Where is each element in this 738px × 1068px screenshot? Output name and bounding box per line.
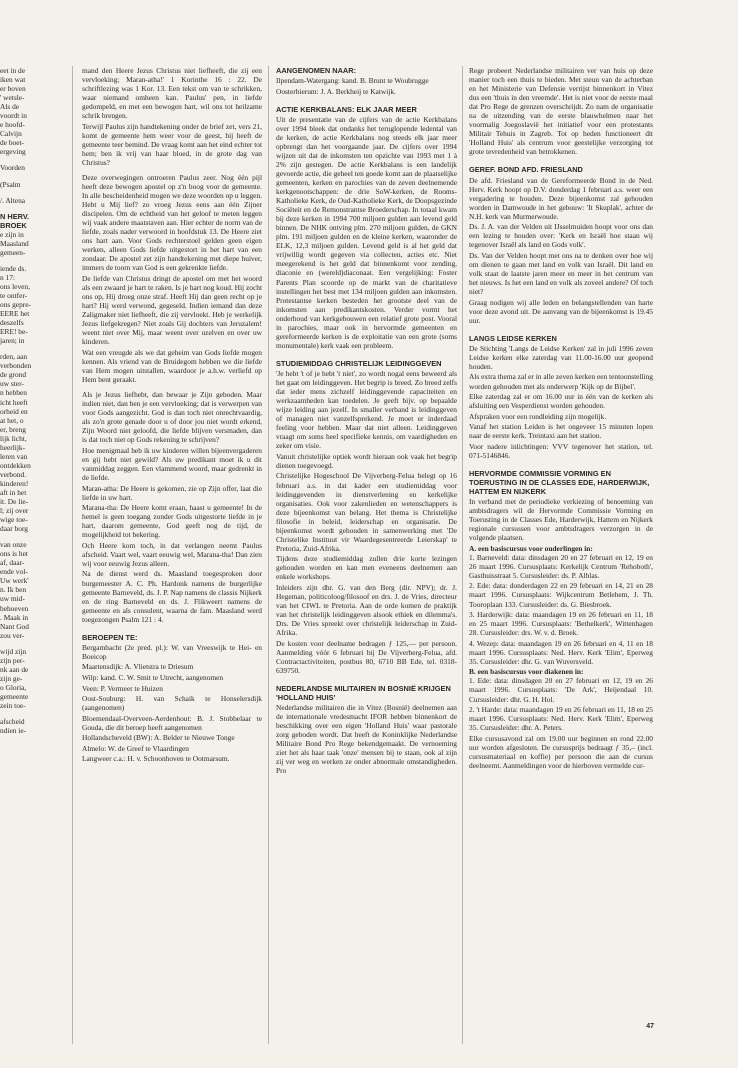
article-paragraph: Elke zaterdag zal er om 16.00 uur in één van de kerken als afsluiting een Vesperdienst worden gehouden. [469,392,653,411]
cut-off-text-fragment: uw ster- [0,379,24,389]
article-paragraph: Deze overwegingen ontroeren Paulus zeer. Nog één pijl heeft deze bewogen apostel op z'n boog voor de gemeente. In alle bescheidenheid mogen we deze woorden op u leggen. Hebt u Mij lief? zo vroeg Jezus eens aan één Zijner discipelen. Om de echtheid van het geloof te meten leggen wij vaak andere maatstaven aan. Hier echter de norm van de liefde, zoals nader verwoord in hoofdstuk 13. De Heere ziet ons hart aan. Voor Gods rechterstoel gelden geen eigen werken, alleen Gods liefde uitgestort in het hart van een zondaar. De apostel zet zijn handtekening met diepe huiver, immers de toorn van God is een gekrenkte liefde. [82,173,262,273]
cut-off-text-fragment: leren van [0,451,28,461]
article-paragraph: Vanaf het station Leiden is het ongeveer 15 minuten lopen naar de eerste kerk. Treintaxi aan het station. [469,422,653,441]
cut-off-text-fragment: aft in het [0,487,27,497]
cut-off-text-fragment: Nant God [0,621,29,631]
course-list-item: 2. 't Harde: data: maandagen 19 en 26 februari en 11, 18 en 25 maart 1996. Cursusplaats: Ned. Herv. Kerk 'Elim', Eperweg 35. Cursusleider: dhr. A. Peters. [469,705,653,733]
cut-off-text-fragment: zijn ge- [0,673,23,683]
subheading-ouderlingen: A. een basiscursus voor ouderlingen in: [469,543,593,553]
cut-off-text-fragment: o Gloria, [0,682,27,692]
cut-off-text-fragment: er, breng [0,424,26,434]
article-paragraph: Nederlandse militairen die in Vitez (Bosnië) deelnemen aan de internationale vredesmacht IFOR hebben binnenkort de beschikking over een eigen 'Holland Huis' waar pastorale zorg geboden wordt. Dat heeft de Koninklijke Nederlandse Militaire Bond Pro Rege bekendgemaakt. De vernoeming ziet het als haar taak 'onze' mensen bij te staan, ook al zijn zij ver weg en werken ze onder abnormale omstandigheden. Pro [276,703,457,776]
article-paragraph: Marana-tha: De Heere komt eraan, haast u gemeente! In de hemel is geen toegang zonder Gods uitgestorte liefde in je hart, daarom gemeente, God geeft nog de tijd, de mogelijkheid tot bekering. [82,503,262,540]
article-paragraph: mand den Heere Jezus Christus niet liefheeft, die zij een vervloeking; Maran-atha!' 1 Korinthe 16 : 22. De schriftlezing was 1 Kor. 13. Een tekst om van te schrikken, waar niemand omheen kan. Paulus' pen, in liefde gedompeld, en met een bewogen hart, wil ons tot heilzame schrik brengen. [82,66,262,121]
heading-geref-bond: GEREF. BOND AFD. FRIESLAND [469,165,583,175]
article-paragraph: Voor nadere inlichtingen: VVV tegenover het station, tel. 071-5146846. [469,441,653,460]
cut-off-text-fragment: iken wat [0,75,26,85]
beroepen-list-item: Bloemendaal-Overveen-Aerdenhout: B. J. Stobbelaar te Gouda, die dit beroep heeft aangenomen [82,713,262,732]
cut-off-text-fragment: rden, aan [0,352,28,362]
article-paragraph: De afd. Friesland van de Gereformeerde Bond in de Ned. Herv. Kerk hoopt op D.V. donderdag 1 februari a.s. weer een vergadering te houden. Deze bijeenkomst zal gehouden worden in Damwoude in het gebouw: 'It Skuplak', achter de N.H. kerk van Murmerwoude. [469,175,653,221]
course-list-item: 3. Harderwijk: data: maandagen 19 en 26 februari en 11, 18 en 25 maart 1996. Cursusplaats: 'Bethelkerk', Wittenhagen 28. Cursusleider: drs. W. v. d. Broek. [469,610,653,638]
cut-off-text-fragment: ndien ie- [0,726,27,736]
course-list-item: 1. Barneveld: data: dinsdagen 20 en 27 februari en 12, 19 en 26 maart 1996. Cursusplaats: Kerkelijk Centrum 'Rehoboth', Gasthuisstraat 5. Cursusleider: ds. P. Alblas. [469,552,653,580]
cut-off-text-fragment: jaren; in [0,336,25,346]
cut-off-text-fragment: Calvijn [0,129,22,139]
left-column-fragments [0,66,62,1048]
article-paragraph: De kosten voor deelname bedragen ƒ 125,— per persoon. Aanmelding vóór 6 februari bij De Vijverberg-Felua, afd. Contractactiviteiten, postbus 80, 6710 BB Ede, tel. 0318-639750. [276,638,457,675]
cut-off-text-fragment: at het, o [0,415,24,425]
cut-off-text-fragment: er boven [0,84,26,94]
cut-off-text-fragment: BROEK [0,220,27,230]
cut-off-text-fragment: icht heeft [0,397,28,407]
article-paragraph: Als extra thema zal er in alle zeven kerken een tentoonstelling worden gehouden met als onderwerp 'Kijk op de Bijbel'. [469,372,653,391]
cut-off-text-fragment: EERE het [0,309,30,319]
column-1 [82,66,262,1048]
cut-off-text-fragment: ergeving [0,147,26,157]
cut-off-text-fragment: it. De lie- [0,497,29,507]
cut-off-text-fragment: heerlijk- [0,442,26,452]
cut-off-text-fragment: zein toe- [0,701,26,710]
article-paragraph: Graag nodigen wij alle leden en belangstellenden van harte voor deze avond uit. De aanvang van de bijeenkomst is 19.45 uur. [469,297,653,325]
article-paragraph: De Stichting 'Langs de Leidse Kerken' zal in juli 1996 zeven Leidse kerken elke zaterdag van 11.00-16.00 uur geopend houden. [469,343,653,371]
course-list-item: 1. Ede: data: dinsdagen 20 en 27 februari en 12, 19 en 26 maart 1996. Cursusplaats: 'De Ark', Heijendaal 10. Cursusleider: dhr. G. H. Hol. [469,676,653,704]
article-paragraph: Ds. Van der Velden hoopt met ons na te denken over hoe wij om dienen te gaan met land en volk van Israël. Dit land en volk staat de laatste jaren meer en meer in het centrum van het nieuws. Is het een land en volk als zoveel andere? Of toch niet? [469,250,653,297]
beroepen-list-item: Oost-Souburg: H. van Schaik te Honselersdijk (aangenomen) [82,694,262,713]
article-paragraph: 'Je hebt 't of je hebt 't niet', zo wordt nogal eens beweerd als het gaat om leidinggeven. Het begrip is breed. Zo breed zelfs dat ieder mens zichzelf leidinggevende capaciteiten en werkzaamheden kan toedelen. Je geeft bijv. op bepaalde wijze leiding aan jezelf. In smaller verband is leidinggeven of managen niet vanzelfsprekend. Je moet er inderdaad feeling voor hebben. Maar dat niet alleen. Leidinggeven vraagt om soms heel specifieke kennis, om vaardigheden en zeker om visie. [276,368,457,451]
beroepen-list-item: Hollandscheveld (BW): A. Belder te Nieuwe Tonge [82,733,235,743]
cut-off-text-fragment: van onze [0,540,27,550]
aangenomen-list-item: Ilpendam-Watergang: kand. B. Brunt te Woubrugge [276,76,429,86]
cut-off-text-fragment: ende vol- [0,567,28,577]
beroepen-list-item: Almelo: W. de Greef te Vlaardingen [82,743,189,753]
article-paragraph: Ds. J. A. van der Velden uit IJsselmuiden hoopt voor ons dan een lezing te houden over: 'Kerk en Israël hoe staan wij tegenover Israël als land en Gods volk'. [469,222,653,250]
course-list-item: 4. Wezep: data: maandagen 19 en 26 februari en 4, 11 en 18 maart 1996. Cursusplaats: Ned. Herv. Kerk 'Elim', Eperweg 35. Cursusleider: dhr. G. van Wuversveld. [469,638,653,666]
column-rule [462,66,463,1044]
cut-off-text-fragment: uw mid- [0,594,25,604]
cut-off-text-fragment: kinderen! [0,478,29,488]
cut-off-text-fragment: gemeen- [0,247,26,257]
heading-kerkbalans: ACTIE KERKBALANS: ELK JAAR MEER [276,104,417,114]
heading-langs-leidse-kerken: LANGS LEIDSE KERKEN [469,333,557,343]
cut-off-text-fragment: ' wetsle- [0,93,25,103]
heading-aangenomen: AANGENOMEN NAAR: [276,66,357,75]
cut-off-text-fragment: . Maak in [0,612,29,622]
cut-off-text-fragment: /. Altena [0,195,26,205]
cut-off-text-fragment: zou ver- [0,630,25,640]
cut-off-text-fragment: ons gepre- [0,300,31,310]
cut-off-text-fragment: n. Ik ben [0,585,27,595]
cut-off-text-fragment: ontdekken [0,460,31,470]
article-paragraph: Tijdens deze studiemiddag zullen drie korte lezingen gehouden worden en kan men eveneens deelnemen aan enkele workshops. [276,554,457,582]
cut-off-text-fragment: orheid en [0,406,28,416]
article-paragraph: Rege probeert Nederlandse militairen ver van huis op deze manier toch een thuis te bieden. Met steun van de achterban en het Ministerie van Defensie verrijst binnenkort in Vitez dus een 'thuis in den vreemde'. Het is niet voor de eerste maal dat Pro Rege de grenzen overschrijdt. Zo nam de organisatie na de uitzending van de eerste blauwhelmen naar het voormalig Joegoslavië het initiatief voor een protestants Militair Tehuis in Zagreb. Tot op heden functioneert dit 'Holland Huis' als centrum voor geestelijke verzorging tot grote tevredenheid van betrokkenen. [469,66,653,157]
cut-off-text-fragment: wijd zijn [0,646,27,656]
cut-off-text-fragment: verbonden [0,361,32,371]
cut-off-text-fragment: de grond [0,370,27,380]
article-paragraph: In verband met de periodieke verkiezing of benoeming van ambtsdragers wil de Hervormde Commissie Vorming en Toerusting in de Classes Ede, Harderwijk, Hattem en Nijkerk regionale cursussen voor ambtsdragers verzorgen in de volgende plaatsen. [469,497,653,543]
heading-bosnie: NEDERLANDSE MILITAIREN IN BOSNIË KRIJGEN 'HOLLAND HUIS' [276,684,451,703]
page-number: 47 [646,1023,654,1030]
beroepen-list-item: Langweer c.a.: H. v. Schoonhoven te Ootmarsum. [82,754,230,764]
cut-off-text-fragment: e hoofd- [0,120,25,130]
article-paragraph: Vanuit christelijke optiek wordt hieraan ook vaak het begrip dienen toegevoegd. [276,451,457,470]
column-2 [276,66,457,1048]
cut-off-text-fragment: behoeven [0,603,29,613]
cut-off-text-fragment: iende ds. [0,263,27,273]
cut-off-text-fragment: Voorden [0,163,25,173]
article-paragraph: Hoe menigmaal heb ik uw kinderen willen bijeenvergaderen en gij hebt niet gewild? Als uw predikant moet ik u dit vanmiddag zeggen. Een vlammend woord, maar gedrenkt in de liefde. [82,445,262,483]
cut-off-text-fragment: verbond. [0,469,27,479]
cut-off-text-fragment: e zijn in [0,229,24,239]
cut-off-text-fragment: daar borg [0,524,28,534]
column-rule [72,66,73,1044]
article-paragraph: De liefde van Christus dringt de apostel om met het woord als een zwaard je hart te raken. Is je hart nog koud. Hij zocht ons op, Hij droeg onze straf. Heeft Hij dan geen recht op je hart? Hij werd verwond, gegeseld. Indien iemand dan deze Zaligmaker niet liefheeft, die zij vervloekt. Heb je werkelijk Jezus liefgekregen? Niet zoals Gij dochters van Jeruzalem! weent niet over Mij, maar weent over uzelven en over uw kinderen. [82,274,262,347]
article-paragraph: Afspraken voor een rondleiding zijn mogelijk. [469,411,607,421]
cut-off-text-fragment: ons is het [0,549,28,559]
cut-off-text-fragment: deszelfs [0,318,24,328]
article-paragraph: Na de dienst werd ds. Maasland toegesproken door burgemeester A. C. Ph. Hardonk namens de burgerlijke gemeente Barneveld, ds. J. P. Nap namens de classis Nijkerk en de ring Barneveld en ds. J. Flikweert namens de gemeente en als consulent, waarna de fam. Maasland werd toegezongen Psalm 121 : 4. [82,569,262,624]
cut-off-text-fragment: n 17: [0,272,15,282]
column-rule [268,66,269,1044]
article-paragraph: Inleiders zijn dhr. G. van den Berg (dir. NPV); dr. J. Hegeman, politicoloog/filosoof en drs. J. de Vries, directeur van het CIWL te Pretoria. Aan de orde komen de praktijk van het christelijk leidinggeven alsook ethiek en dilemma's. Drs. De Vries spreekt over christelijk leiderschap in Zuid-Afrika. [276,583,457,638]
cut-off-text-fragment: zijn per- [0,655,25,665]
heading-studiemiddag: STUDIEMIDDAG CHRISTELIJK LEIDINGGEVEN [276,358,442,368]
beroepen-list-item: Wilp: kand. C. W. Smit te Utrecht, aangenomen [82,672,224,682]
heading-hervormde-commissie: HERVORMDE COMMISSIE VORMING EN TOERUSTING IN DE CLASSES EDE, HARDERWIJK, HATTEM EN NIJKERK [469,468,650,496]
cut-off-text-fragment: Maasland [0,238,29,248]
article-paragraph: Terwijl Paulus zijn handtekening onder de brief zet, vers 21, komt de gemeente hem weer voor de geest, hij heeft de gemeente teer bemind. De vraag komt aan het eind echter tot hem; ben ik vrij van haar bloed, in de grote dag van Christus? [82,121,262,167]
cut-off-text-fragment: Uw werk' [0,576,29,586]
cut-off-text-fragment: gemeente [0,691,29,701]
article-paragraph: Christelijke Hogeschool De Vijverberg-Felua belegt op 16 februari a.s. in dat kader een studiemiddag voor leidinggevenden in dienstverlening en kerkelijke organisaties. Ook voor zakenlieden en wetenschappers is deze bijeenkomst van belang. Het thema is Christelijke filosofie in beleid, leiderschap en organisatie. De bijeenkomst wordt gehouden in samenwerking met 'De Christelike Instituut vir Waardegesentreerde Leierskap' te Pretoria, Zuid-Afrika. [276,471,457,553]
beroepen-list-item: Bergambacht (2e pred. pl.): W. van Vreeswijk te Hei- en Boeicop [82,642,262,661]
cut-off-text-fragment: nk aan de [0,664,29,674]
cut-off-text-fragment: Als de [0,102,20,112]
cut-off-text-fragment: afscheid [0,717,25,727]
cut-off-text-fragment: af, daar- [0,558,25,568]
heading-beroepen: BEROEPEN TE: [82,632,138,642]
cut-off-text-fragment: ERE! be- [0,327,28,337]
cut-off-text-fragment: ons leven, [0,281,30,291]
cut-off-text-fragment: N HERV. [0,211,30,221]
beroepen-list-item: Veen: P. Vermeer te Huizen [82,683,163,693]
cut-off-text-fragment: wige toe- [0,515,28,525]
aangenomen-list-item: Oosterbierum: J. A. Berkheij te Katwijk. [276,86,396,96]
article-paragraph: Maran-atha: De Heere is gekomen, zie op Zijn offer, laat die liefde in uw hart. [82,483,262,502]
article-paragraph: Uit de presentatie van de cijfers van de actie Kerkbalans over 1994 bleek dat ondanks het teruglopende ledental van de kerken, de actie Kerkbalans nog steeds elk jaar meer opbrengt dan het voorgaande jaar. De cijfers over 1994 wijzen uit dat de inkomsten ten opzichte van 1993 met 1 à 2% zijn gestegen. De actie Kerkbalans is een landelijk gevoerde actie, die geheel ten goede komt aan de plaatselijke gemeenten, kerken en parochies van de zeven deelnemende kerkgenootschappen: de drie SoW-kerken, de Rooms-Katholieke Kerk, de Oud-Katholieke Kerk, de Doopsgezinde Sociëteit en de Remonstrantse Broederschap. In totaal kwam bij deze kerken in 1994 700 miljoen gulden aan levend geld binnen. De NHK ontving plm. 270 miljoen gulden, de GKN plm. 191 miljoen gulden en de kleine kerken, waaronder de ELK, 12,3 miljoen gulden. Levend geld is al het geld dat vrijwillig wordt gegeven via collecten, acties etc. Niet meegerekend is het geld dat binnenkomt voor zending, diaconie en (wereld)diaconaat. Een vergelijking: Foster Parents Plan scoorde op de markt van de charitatieve instellingen het best met 134 miljoen gulden aan inkomsten. Protestantse kerken besteden het grootste deel van de inkomsten aan predikantskosten. Verder vormt het onderhoud van kerkgebouwen een relatief grote post. Vooral in parochies, maar ook in hervormde gemeenten en gereformeerde kerken is de exploitatie van een grote (soms monumentale) kerk vaak een probleem. [276,114,457,350]
cut-off-text-fragment: l; zij over [0,506,29,516]
article-paragraph: Wat een vreugde als we dat geheim van Gods liefde mogen kennen. Als vriend van de Bruidegom hebben we die liefde van Hem mogen uitstallen, waardoor je a.h.w. verliefd op Hem bent geraakt. [82,347,262,385]
course-list-item: 2. Ede: data: donderdagen 22 en 29 februari en 14, 21 en 28 maart 1996. Cursusplaats: Wijkcentrum Betlehem, J. Th. Tooroplaan 133. Cursusleider: ds. G. Biesbroek. [469,581,653,609]
cut-off-text-fragment: lijk licht, [0,433,27,443]
article-paragraph: Och Heere kom toch, in dat verlangen neemt Paulus afscheid. Vaart wel, vaart eeuwig wel, Marana-tha! Dan zien wij voor eeuwig Jezus alleen. [82,540,262,568]
course-list-item: Elke cursusavond zal om 19.00 uur beginnen en rond 22.00 uur worden afgesloten. De cursusprijs bedraagt ƒ 35,– (incl. cursusmateriaal en koffie) per persoon die aan de cursus deelneemt. Aanmeldingen voor de hierboven vermelde cur- [469,733,653,770]
cut-off-text-fragment: n hebben [0,388,27,398]
column-3 [469,66,653,1048]
cut-off-text-fragment: voordt in [0,111,27,121]
subheading-diakenen: B. een basiscursus voor diakenen in: [469,667,584,677]
article-paragraph: Als je Jezus liefhebt, dan bewaar je Zijn geboden. Maar indien niet, dan ben je een vervloeking; dat is verwerpen van voor Gods aangezicht. God is dan toch niet onrechtvaardig, als zo'n grote genade door u of door jou niet wordt erkend, Zijn Woord niet geloofd, die liefde blijven versmaden, dan is dat toch niet op Gods rekening te schrijven? [82,390,262,445]
beroepen-list-item: Maartensdijk: A. Vlietstra te Driesum [82,662,194,672]
cut-off-text-fragment: de boet- [0,138,25,148]
cut-off-text-fragment: eet in de [0,66,26,75]
cut-off-text-fragment: (Psalm [0,179,21,189]
cut-off-text-fragment: te ontfer- [0,290,28,300]
